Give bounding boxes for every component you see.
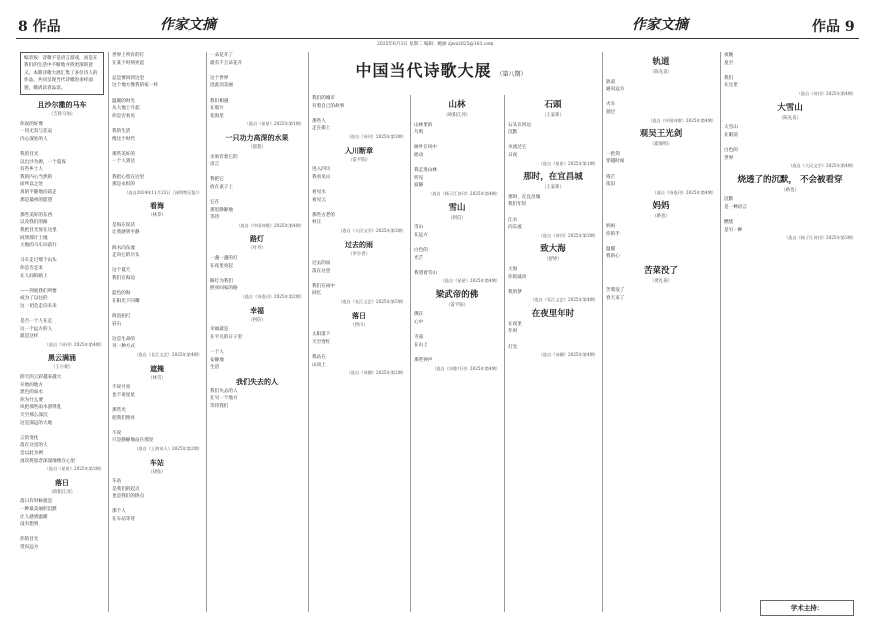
poem-author: （陈先发）: [779, 115, 801, 121]
poem-title: 入川断章: [345, 145, 373, 155]
poem-body: 佛在 心中 寺庙 在山上 那些钟声: [414, 312, 433, 364]
poem-title: 我们失去的人: [236, 376, 278, 386]
poem-source: （选自《上海诗人》2025年第2期）: [134, 445, 202, 451]
editor-note: 编者按：诗歌不是语言游戏，而是在我们的生活中不断地寻找更深的意义。本期诗歌大展汇集了多位诗人的作品，共同呈现当代诗歌的多样面貌，敬请读者品读。: [20, 52, 104, 95]
poem-body: 妈妈 你的手 温暖 我的心: [606, 223, 620, 260]
poem-body: 山林里的 鸟鸣 树叶在风中 摇动 我走进山林 听见 寂静: [414, 122, 437, 189]
poem-author: （胡弦）: [148, 469, 166, 475]
academic-host-box: [760, 600, 854, 616]
poem-body: 我们失去的人 在另一个地方 等待我们: [210, 388, 238, 409]
poem-source: （选自《中国诗歌》2025年第4期）: [648, 117, 716, 123]
left-page-number: 8 作品: [18, 19, 61, 35]
column-divider: [206, 52, 207, 612]
poem-body: 不说月亮 也不说星星 那些光 把我们照亮 不说 只是静静地站在那里: [112, 385, 154, 444]
poem-body: 落日有时候就是 一种最美丽的沉默 让人感到温暖 没有想到 你的目光 望向远方: [20, 499, 57, 550]
poem-source: （选自《诗刊》2025年第4期）: [796, 90, 856, 96]
poem-body: 石头在河边 沉默 水流过它 日夜: [508, 122, 531, 158]
poem-body: 你说的好像 一切无奈与悲哀 内心深处的人 我的目光 以出沙为源，一个夏夜 有些乡土人 我的内心当然的 而所以之处 真的平静地向前走 那是最初的愿望 那些美好的东西 以及我们的路 我把目光放在这里 回到那片土地 大地的马车向前行 马车走过那个山头 你是否走来 在人间的路上 ——到底我们所要 成为了以往的 这一切会走向未来 是否一个人在走 这一个远方的人 就是这样: [20, 121, 66, 340]
poem-block: [112, 458, 202, 524]
poem-source: （选自《诗选刊》2025年第2期）: [240, 294, 304, 300]
feature-subtitle: （第八期）: [496, 71, 527, 78]
poem-block: [20, 478, 104, 552]
poem-block: [112, 364, 202, 453]
poem-author: （欧阳江河）: [48, 489, 76, 495]
column-divider: [504, 95, 505, 612]
poem-block: [606, 129, 716, 196]
poem-block: [606, 266, 716, 303]
poem-block: [112, 201, 202, 358]
poem-body: 夜晚 星空 我们 在这里: [724, 53, 738, 89]
poem-source: （选自《长江文艺》2025年第4期）: [134, 351, 202, 357]
poem-block: [20, 100, 104, 348]
poem-title: 大雪山: [777, 102, 803, 113]
poem-body: 一朵花开了 就有千万朵花开 这个世界 因此而美丽 我们相遇 在那片 花海里: [210, 53, 243, 119]
poem-block: [312, 311, 406, 377]
poem-block: [508, 309, 598, 359]
poem-title: 过去的雨: [345, 239, 373, 249]
poem-block: [724, 103, 856, 170]
poem-body: 我们的城市 有着自己的故事 那些人 走在街上: [312, 96, 345, 132]
poem-title: 山林: [448, 100, 466, 110]
poem-source: （选自《人民文学》2025年第3期）: [338, 227, 406, 233]
poem-author: （林莽）: [148, 213, 166, 219]
poem-block: [210, 52, 304, 128]
column-divider: [602, 52, 603, 612]
poem-block: [312, 240, 406, 306]
poem-body: 水果有着它的 语言 我把它 放在桌子上 它在 那里静静地 等待: [210, 154, 238, 221]
poem-block: [606, 201, 716, 261]
poem-title: 且沙尔撒的马车: [37, 100, 87, 110]
poem-author: （路也）: [781, 187, 799, 193]
poem-author: （王家新）: [542, 185, 564, 191]
poem-source: （选自《长江文艺》2025年第5期）: [338, 299, 406, 305]
poem-body: 进入四川 我看见山 看见水 看见云 那些古老的 村庄: [312, 167, 335, 226]
poem-title: 看海: [150, 201, 164, 211]
poem-author: （黄礼孩）: [650, 278, 672, 284]
poem-body: 轨道 通向远方 火车 驶过: [606, 79, 625, 115]
poem-body: 大雪山 在眼前 白色的 世界: [724, 125, 738, 161]
poem-block: [508, 100, 598, 167]
poem-block: [724, 175, 856, 242]
poem-author: （陈先发）: [650, 70, 672, 75]
poem-title: 落日: [352, 310, 366, 320]
poem-title: 石頭: [544, 100, 562, 110]
poem-author: （郁葱）: [248, 144, 266, 150]
poem-body: 车站 是我们的起点 也是我们的终点 那个人 在车站等待: [112, 479, 145, 523]
poem-source: （选自《扬子江诗刊》2025年第4期）: [428, 190, 500, 196]
poem-title: 车站: [150, 457, 164, 467]
poem-body: 在夜里 年时 灯光: [508, 321, 522, 350]
poem-title: 在夜里年时: [531, 308, 575, 319]
poem-body: 苦菜没了 春天来了: [606, 288, 625, 302]
poem-block: [414, 203, 500, 285]
column-divider: [108, 52, 109, 612]
poem-body: 幸福就是 在平凡的日子里 一个人 安静地 生活: [210, 327, 243, 371]
column-divider: [410, 95, 411, 612]
poem-author: （雷平阳）: [348, 157, 370, 163]
poem-block: [414, 290, 500, 372]
right-brand-logo: 作家文摘: [632, 17, 688, 33]
poem-source: （选自《人民文学》2025年第4期）: [788, 163, 856, 169]
host-label: 学术主持：: [790, 604, 824, 612]
poem-block: [724, 52, 856, 98]
poem-body: 太阳落下 天空变红 我站在 山顶上: [312, 332, 331, 368]
poem-source: （选自《星星》2025年第1期）: [244, 121, 304, 127]
poem-block: [508, 172, 598, 239]
poem-block: [210, 133, 304, 230]
poem-author: （王家新）: [542, 113, 564, 118]
poem-source: （选自《诗刊》2025年第4期）: [44, 341, 104, 347]
poem-source: （选自《中国诗歌》2025年第4期）: [236, 222, 304, 228]
poem-author: （西川）: [350, 322, 368, 328]
poem-title: 轨道: [652, 57, 670, 67]
poem-body: 那时，在宜昌城 我们年轻 江水 向东流: [508, 194, 541, 231]
poem-author: （路也）: [652, 214, 670, 220]
poem-author: （叶舟）: [248, 246, 266, 252]
poem-title: 苦菜没了: [643, 265, 678, 276]
poem-author: （阿信）: [248, 317, 266, 323]
poem-source: （选自2024年11月23日《深圳特区报》）: [124, 189, 202, 195]
poem-block: [606, 57, 716, 124]
column-1: [20, 52, 104, 612]
poem-body: 沉默 是一种语言 燃烧 是另一种: [724, 197, 747, 233]
poem-title: 路灯: [250, 234, 264, 244]
poem-source: （选自《诗选刊》2025年第4期）: [652, 189, 716, 195]
poem-source: （选自《诗歌月刊》2025年第4期）: [432, 365, 500, 371]
column-4: [312, 95, 406, 612]
poem-block: [312, 146, 406, 235]
column-divider: [308, 52, 309, 612]
poem-title: 妈妈: [652, 201, 670, 212]
poem-source: （选自《诗刊》2025年第3期）: [346, 133, 406, 139]
poem-author: （李少君）: [348, 251, 370, 257]
poem-block: [312, 95, 406, 141]
poem-body: 一把剑 穿越时间 锋芒 依旧: [606, 151, 625, 188]
feature-title: 中国当代诗歌大展: [355, 61, 492, 80]
poem-title: 黑云满涌: [48, 353, 76, 363]
column-2: [112, 52, 202, 612]
poem-body: 过去的雨 落在这里 我们在雨中 回忆: [312, 261, 335, 297]
poem-title: 落日: [55, 477, 69, 487]
poem-block: [210, 377, 304, 411]
poem-source: （选自《长江文艺》2025年第4期）: [530, 297, 598, 303]
left-brand-logo: 作家文摘: [160, 17, 216, 33]
poem-source: （选自《星星》2025年第4期）: [440, 278, 500, 284]
column-7: [606, 52, 716, 612]
poem-author: （阿信）: [448, 215, 466, 221]
header-rule: [16, 38, 859, 39]
poem-author: （王小妮）: [51, 365, 73, 371]
column-divider: [720, 52, 721, 612]
poem-author: （林雪）: [148, 375, 166, 381]
poem-title: 那时，在宜昌城: [523, 172, 583, 183]
poem-body: 世界上所有的灯 在某个时刻亮起 总是要回到这里 这个地方像我的家一样 温暖的时光 从大地上升起 你是否看见 我的生活 像这个时代 那些美好的 一个人到达 我把心留在这里 那是永恒的: [112, 53, 158, 188]
column-5: [414, 95, 500, 612]
poem-source: （选自《诗刊》2025年第3期）: [538, 232, 598, 238]
poem-author: （欧阳江河）: [443, 113, 471, 118]
poem-body: 大海 你的波涛 我的梦: [508, 266, 527, 295]
feature-banner: [312, 58, 570, 81]
poem-body: 阴天的云彩越来越大 开始的地方 黑色的雨水 你为什么要 风把那些雨水刮得乱 天空那么深沉 这是深远的大地 云的变化 落在这里的人 会以此为例 再次将思念深深地埋在心里: [20, 375, 76, 464]
poem-source: （选自《诗潮》2025年第2期）: [346, 370, 406, 376]
poem-source: （选自《扬子江诗刊》2025年第3期）: [784, 235, 856, 241]
poem-block: [210, 234, 304, 300]
right-page-number: 作品 9: [812, 19, 855, 35]
poem-body: 一盏一盏的灯 在夜里亮起 路灯为我们 照亮回家的路: [210, 256, 238, 292]
poem-title: 遮掩: [150, 363, 164, 373]
poem-body: 是海在说话 让我感到平静 海水向东流 走向它的尽头 这个夏天 我们在海边 蓝色的海 在阳光下闪耀 海浪拍打 岩石 这是生命的 另一种方式: [112, 222, 140, 350]
column-6: [508, 95, 598, 612]
poem-title: 观吴王光剑: [639, 129, 683, 140]
poem-block: [508, 244, 598, 304]
poem-author: （霍俊明）: [650, 142, 672, 148]
poem-title: 幸福: [250, 305, 264, 315]
poem-author: （吉狄马加）: [48, 112, 76, 118]
poem-source: （选自《星星》2025年第3期）: [44, 466, 104, 472]
poem-title: 一只功力高深的水果: [225, 132, 289, 142]
poem-block: [20, 353, 104, 472]
poem-author: （舒婷）: [544, 257, 562, 263]
poem-title: 烧透了的沉默， 不会被看穿: [737, 174, 843, 185]
poem-block: [210, 306, 304, 372]
column-3: [210, 52, 304, 612]
date-info: 2025年6月3日 星期二 编辑：鲍丽 zjwz2025@163.com: [377, 42, 494, 47]
column-8: [724, 52, 856, 592]
poem-source: （选自《星星》2025年第1期）: [538, 160, 598, 166]
poem-source: （选自《诗潮》2025年第4期）: [538, 352, 598, 358]
poem-body: 雪山 在远方 白色的 光芒 我望着雪山: [414, 225, 437, 276]
page-header: [0, 0, 875, 47]
poem-block: [112, 52, 202, 196]
poem-block: [414, 100, 500, 198]
poem-title: 致大海: [540, 244, 566, 255]
poem-title: 雪山: [448, 202, 466, 213]
poem-title: 梁武帝的佛: [435, 289, 479, 300]
poem-author: （雷平阳）: [446, 302, 468, 308]
